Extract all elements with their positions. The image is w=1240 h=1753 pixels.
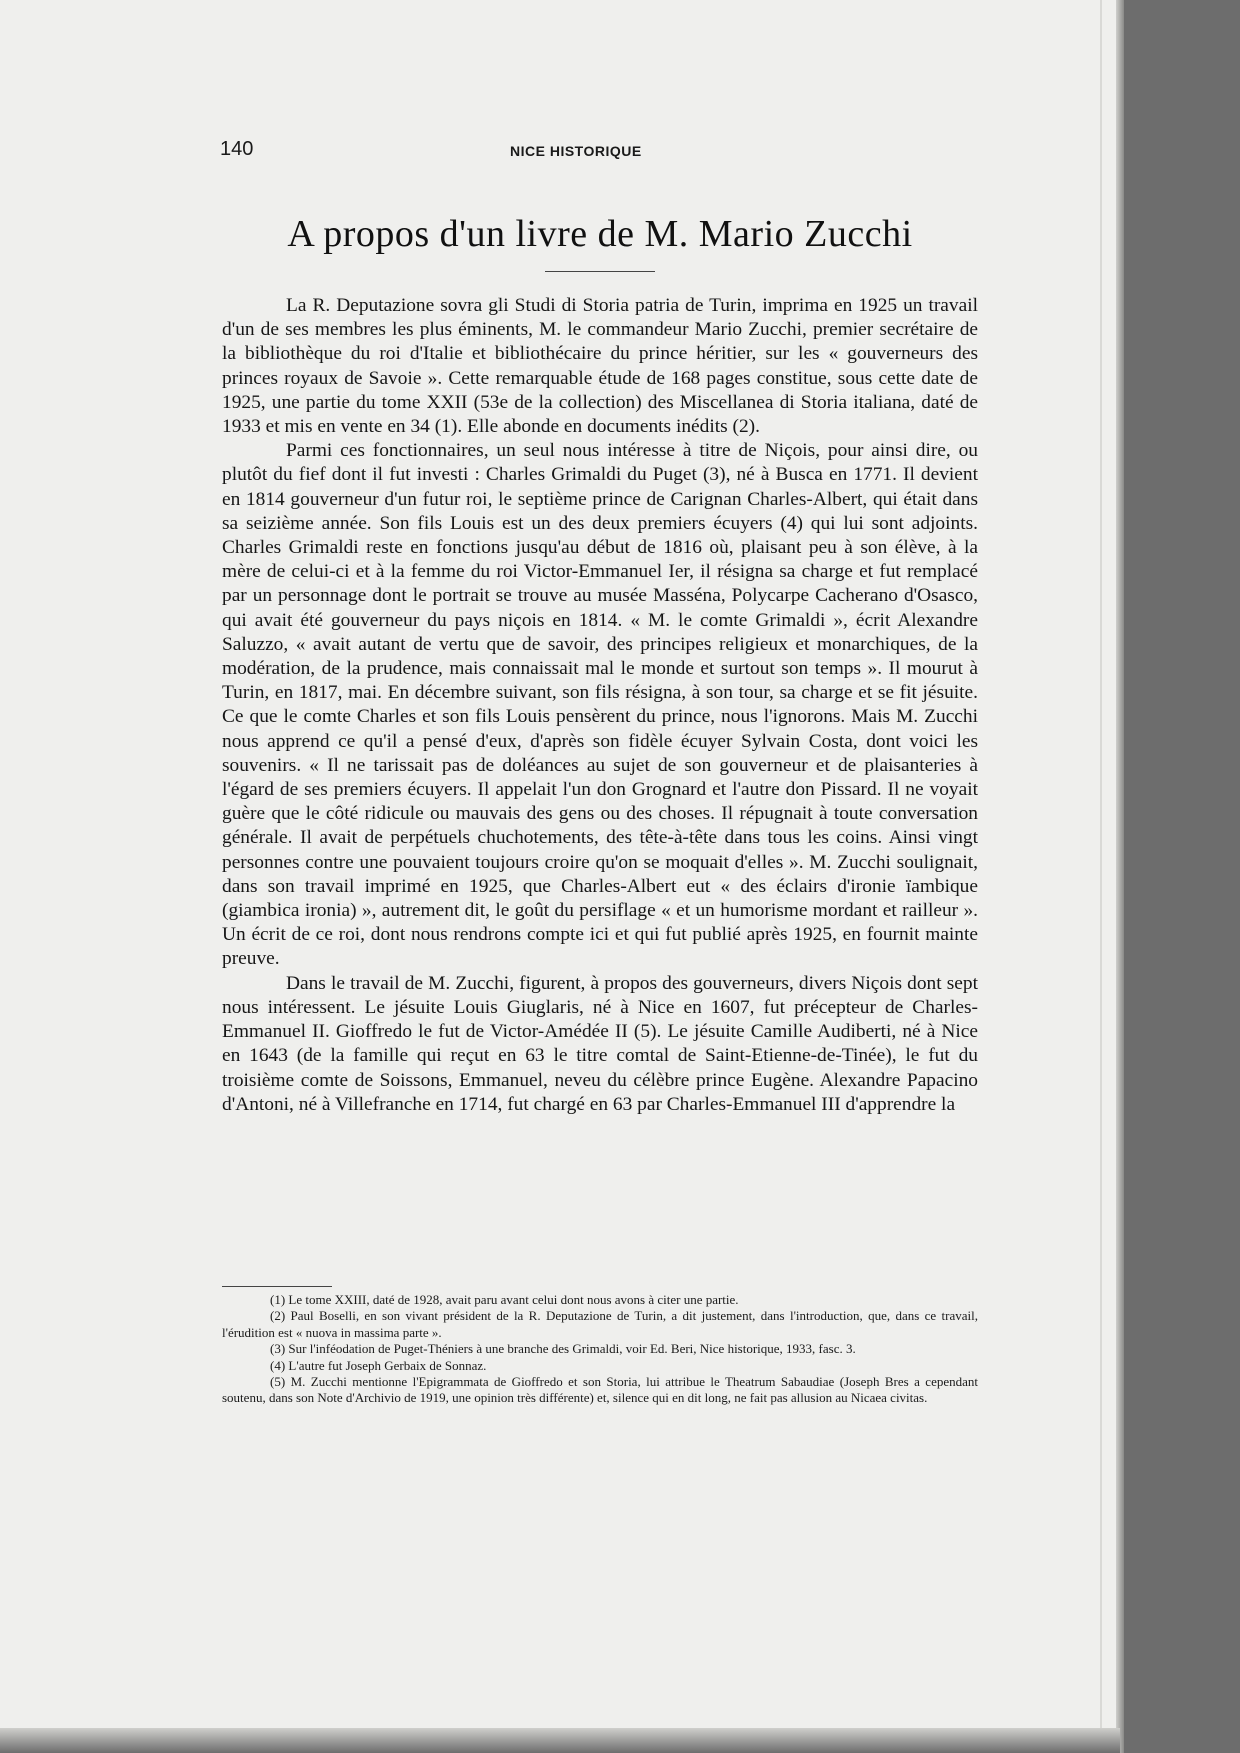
page-edge-shadow (1116, 0, 1124, 1753)
footnote-5: (5) M. Zucchi mentionne l'Epigrammata de Gioffredo et son Storia, lui attribue le Theatrum Sabaudiae (Joseph Bres a cependant soutenu, dans son Note d'Archivio de 1919, une opinion très différente) et, silence qui en dit long, ne fait pas allusion au Nicaea civitas. (222, 1374, 978, 1406)
running-title: NICE HISTORIQUE (510, 143, 642, 159)
article-title: A propos d'un livre de M. Mario Zucchi (287, 213, 913, 255)
footnote-divider (222, 1286, 332, 1287)
page-bottom-shadow (0, 1728, 1120, 1753)
footnote-3: (3) Sur l'inféodation de Puget-Théniers à une branche des Grimaldi, voir Ed. Beri, Nice historique, 1933, fasc. 3. (270, 1341, 856, 1357)
footnote-4: (4) L'autre fut Joseph Gerbaix de Sonnaz. (270, 1357, 487, 1373)
page-header (220, 138, 980, 164)
body-paragraph-2: Parmi ces fonctionnaires, un seul nous intéresse à titre de Niçois, pour ainsi dire, ou plutôt du fief dont il fut investi : Charles Grimaldi du Puget (3), né à Busca en 1771. Il devient en 1814 gouverneur d'un futur roi, le septième prince de Carignan Charles-Albert, qui était dans sa seizième année. Son fils Louis est un des deux premiers écuyers (4) qui lui sont adjoints. Charles Grimaldi reste en fonctions jusqu'au début de 1816 où, plaisant peu à son élève, à la mère de celui-ci et à la femme du roi Victor-Emmanuel Ier, il résigna sa charge et fut remplacé par un personnage dont le portrait se trouve au musée Masséna, Polycarpe Cacherano d'Osasco, qui avait été gouverneur du pays niçois en 1814. « M. le comte Grimaldi », écrit Alexandre Saluzzo, « avait autant de vertu que de savoir, des principes religieux et monarchiques, de la modération, de la prudence, mais connaissait mal le monde et surtout son temps ». Il mourut à Turin, en 1817, mai. En décembre suivant, son fils résigna, à son tour, sa charge et se fit jésuite. Ce que le comte Charles et son fils Louis pensèrent du prince, nous l'ignorons. Mais M. Zucchi nous apprend ce qu'il a pensé d'eux, d'après son fidèle écuyer Sylvain Costa, dont voici les souvenirs. « Il ne tarissait pas de doléances au sujet de son gouverneur et de plaisanteries à l'égard de ses premiers écuyers. Il appelait l'un don Grognard et l'autre don Pissard. Il ne voyait guère que le côté ridicule ou mauvais des gens ou des choses. Il répugnait à toute conversation générale. Il avait de perpétuels chuchotements, des tête-à-tête dans tous les coins. Ainsi vingt personnes contre une pouvaient toujours croire qu'on se moquait d'elles ». M. Zucchi soulignait, dans son travail imprimé en 1925, que Charles-Albert eut « des éclairs d'ironie ïambique (giambica ironia) », autrement dit, le goût du persiflage « et un humorisme mordant et railleur ». Un écrit de ce roi, dont nous rendrons compte ici et qui fut publié après 1925, en fournit mainte preuve. (222, 440, 978, 970)
page-number: 140 (220, 138, 254, 160)
footnote-2: (2) Paul Boselli, en son vivant président de la R. Deputazione de Turin, a dit justement, dans l'introduction, que, dans ce travail, l'érudition est « nuova in massima parte ». (222, 1308, 978, 1340)
article-body (222, 294, 978, 1117)
title-divider (545, 271, 655, 272)
body-paragraph-3: Dans le travail de M. Zucchi, figurent, à propos des gouverneurs, divers Niçois dont sept nous intéressent. Le jésuite Louis Giuglaris, né à Nice en 1607, fut précepteur de Charles-Emmanuel II. Gioffredo le fut de Victor-Amédée II (5). Le jésuite Camille Audiberti, né à Nice en 1643 (de la famille qui reçut en 63 le titre comtal de Saint-Etienne-de-Tinée), le fut du troisième comte de Soissons, Emmanuel, neveu du célèbre prince Eugène. Alexandre Papacino d'Antoni, né à Villefranche en 1714, fut chargé en 63 par Charles-Emmanuel III d'apprendre la (222, 972, 978, 1115)
body-paragraph-1: La R. Deputazione sovra gli Studi di Storia patria de Turin, imprima en 1925 un travail d'un de ses membres les plus éminents, M. le commandeur Mario Zucchi, premier secrétaire de la bibliothèque du roi d'Italie et bibliothécaire du prince héritier, sur les « gouverneurs des princes royaux de Savoie ». Cette remarquable étude de 168 pages constitue, sous cette date de 1925, une partie du tome XXII (53e de la collection) des Miscellanea di Storia italiana, daté de 1933 et mis en vente en 34 (1). Elle abonde en documents inédits (2). (222, 295, 978, 438)
footnotes (222, 1292, 978, 1407)
page-gutter-line (1100, 0, 1102, 1730)
footnote-1: (1) Le tome XXIII, daté de 1928, avait paru avant celui dont nous avons à citer une partie. (270, 1292, 739, 1307)
